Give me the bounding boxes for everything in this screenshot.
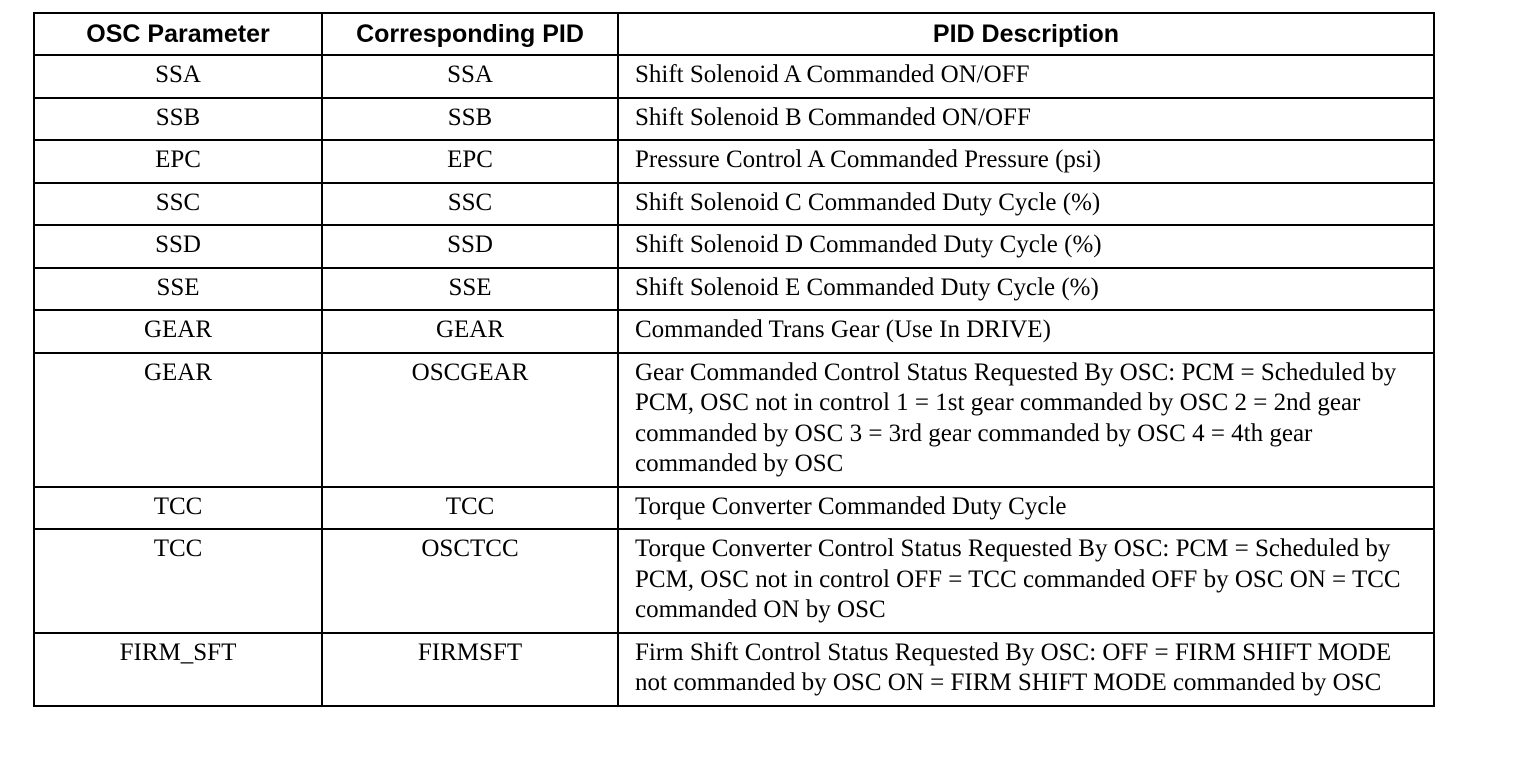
pid-description-cell: Commanded Trans Gear (Use In DRIVE) [618,310,1434,353]
table-row [34,353,1434,487]
osc-parameter-cell: SSC [34,183,322,226]
header-corresponding-pid: Corresponding PID [322,13,618,55]
table-row [34,55,1434,98]
osc-parameter-cell: SSB [34,98,322,141]
pid-description-cell: Torque Converter Commanded Duty Cycle [618,487,1434,530]
corresponding-pid-cell: SSB [322,98,618,141]
corresponding-pid-cell: EPC [322,140,618,183]
pid-description-cell: Shift Solenoid C Commanded Duty Cycle (%) [618,183,1434,226]
osc-parameter-cell: GEAR [34,353,322,487]
osc-parameter-table [33,12,1435,707]
osc-parameter-cell: TCC [34,529,322,633]
corresponding-pid-cell: GEAR [322,310,618,353]
table-header-row [34,13,1434,55]
header-pid-description: PID Description [618,13,1434,55]
osc-parameter-cell: SSA [34,55,322,98]
pid-description-cell: Pressure Control A Commanded Pressure (psi) [618,140,1434,183]
corresponding-pid-cell: TCC [322,487,618,530]
table-row [34,487,1434,530]
pid-description-cell: Torque Converter Control Status Requested By OSC: PCM = Scheduled by PCM, OSC not in control OFF = TCC commanded OFF by OSC ON = TCC commanded ON by OSC [618,529,1434,633]
table-row [34,140,1434,183]
table-row [34,633,1434,706]
pid-description-cell: Shift Solenoid A Commanded ON/OFF [618,55,1434,98]
osc-parameter-cell: TCC [34,487,322,530]
table-row [34,225,1434,268]
corresponding-pid-cell: SSE [322,268,618,311]
corresponding-pid-cell: SSA [322,55,618,98]
corresponding-pid-cell: OSCGEAR [322,353,618,487]
pid-description-cell: Shift Solenoid B Commanded ON/OFF [618,98,1434,141]
table-row [34,183,1434,226]
osc-parameter-cell: SSE [34,268,322,311]
table-row [34,310,1434,353]
pid-description-cell: Gear Commanded Control Status Requested By OSC: PCM = Scheduled by PCM, OSC not in control 1 = 1st gear commanded by OSC 2 = 2nd gear commanded by OSC 3 = 3rd gear commanded by OSC 4 = 4th gear commanded by OSC [618,353,1434,487]
osc-parameter-cell: FIRM_SFT [34,633,322,706]
pid-description-cell: Shift Solenoid D Commanded Duty Cycle (%) [618,225,1434,268]
table-row [34,529,1434,633]
osc-parameter-cell: SSD [34,225,322,268]
corresponding-pid-cell: SSC [322,183,618,226]
table-row [34,98,1434,141]
osc-parameter-cell: EPC [34,140,322,183]
table-row [34,268,1434,311]
corresponding-pid-cell: OSCTCC [322,529,618,633]
corresponding-pid-cell: SSD [322,225,618,268]
pid-description-cell: Firm Shift Control Status Requested By OSC: OFF = FIRM SHIFT MODE not commanded by OSC ON = FIRM SHIFT MODE commanded by OSC [618,633,1434,706]
header-osc-parameter: OSC Parameter [34,13,322,55]
osc-parameter-cell: GEAR [34,310,322,353]
corresponding-pid-cell: FIRMSFT [322,633,618,706]
pid-description-cell: Shift Solenoid E Commanded Duty Cycle (%) [618,268,1434,311]
